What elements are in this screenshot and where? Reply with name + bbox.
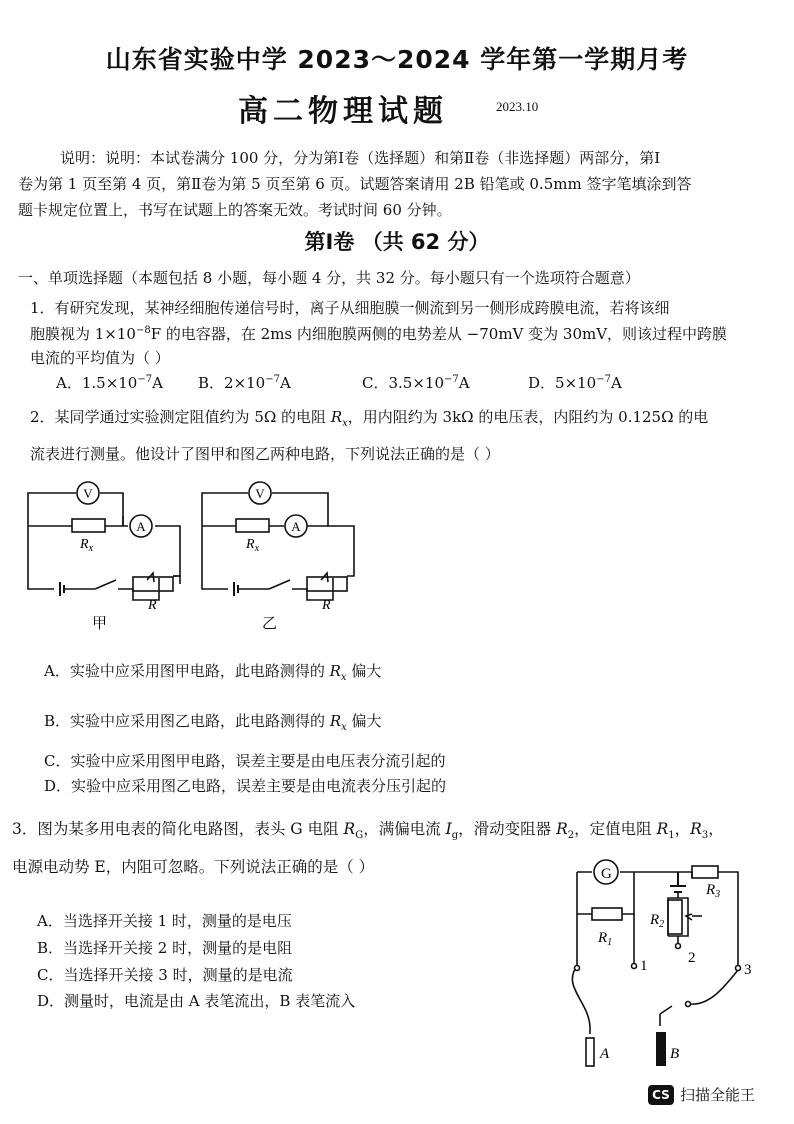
subject-title: 高二物理试题 (238, 94, 448, 129)
option-text: 测量时，电流是由 A 表笔流出，B 表笔流入 (64, 992, 356, 1010)
terminal-3 (736, 966, 741, 971)
option-unit: A (279, 374, 291, 392)
terminal-b (686, 1002, 691, 1007)
r2-rheostat (668, 900, 682, 934)
q3-text: ，满偏电流 (363, 820, 446, 838)
q1-option-d[interactable] (528, 372, 622, 393)
camscanner-logo-text: 扫描全能王 (680, 1086, 756, 1104)
option-label: D． (44, 777, 72, 795)
q2-line-1 (30, 406, 708, 429)
option-exp: −7 (596, 374, 611, 385)
ammeter-label: A (291, 519, 301, 534)
option-text: 当选择开关接 2 时，测量的是电阻 (63, 939, 293, 957)
r2-label: $R_2$ (650, 912, 665, 930)
rheostat-label: R (148, 598, 157, 613)
probe-a-label: A (600, 1046, 610, 1062)
q1-line-2-a: 胞膜视为 1×10 (30, 325, 136, 343)
q1-option-c[interactable] (362, 372, 470, 393)
option-text: 偏大 (346, 712, 382, 730)
option-exp: −7 (137, 374, 153, 385)
option-text: 偏大 (346, 662, 382, 680)
q2-option-d[interactable] (44, 775, 446, 796)
rx-label: $R_x$ (80, 537, 94, 554)
r3-resistor (692, 866, 718, 878)
instructions-line-3: 题卡规定位置上，书写在试题上的答案无效。考试时间 60 分钟。 (18, 201, 452, 219)
camscanner-logo-icon: CS (648, 1085, 674, 1105)
option-label: A． (37, 912, 63, 930)
option-base: 2×10 (224, 374, 266, 392)
option-unit: A (458, 374, 470, 392)
terminal-3-label: 3 (744, 962, 752, 978)
rx-symbol: R (330, 408, 343, 426)
exam-title: 山东省实验中学 2023～2024 学年第一学期月考 (105, 45, 689, 74)
option-base: 5×10 (555, 374, 597, 392)
instructions-line-1: 说明：说明：本试卷满分 100 分，分为第Ⅰ卷（选择题）和第Ⅱ卷（非选择题）两部分，第Ⅰ (60, 149, 661, 167)
r3-label: $R_3$ (706, 882, 721, 900)
option-exp: −7 (444, 374, 459, 385)
r1-label: $R_1$ (598, 930, 613, 948)
r1-resistor (592, 908, 622, 920)
q1-exponent: −8 (135, 325, 151, 336)
r1-symbol: R (656, 820, 669, 838)
instructions (18, 145, 778, 223)
q3-line-2: 电源电动势 E，内阻可忽略。下列说法正确的是（ ） (12, 858, 375, 876)
probe-b-label: B (670, 1046, 680, 1062)
rx-subscript: x (342, 418, 348, 429)
rheostat-label: R (322, 598, 331, 613)
part-heading: 一、单项选择题（本题包括 8 小题，每小题 4 分，共 32 分。每小题只有一个选项符合题意） (18, 269, 640, 287)
option-text: 实验中应采用图乙电路，误差主要是由电流表分压引起的 (71, 777, 447, 795)
rx-symbol: R (329, 662, 341, 680)
rx-label: $R_x$ (246, 537, 260, 554)
terminal-2-label: 2 (688, 950, 696, 966)
option-label: C． (362, 374, 389, 392)
q1-option-a[interactable] (56, 372, 163, 393)
q3-multimeter-figure (560, 856, 780, 1076)
ammeter-label: A (136, 519, 146, 534)
section-title: 第Ⅰ卷 （共 62 分） (304, 230, 490, 254)
q2-line-2: 流表进行测量。他设计了图甲和图乙两种电路，下列说法正确的是（ ） (30, 445, 500, 463)
option-base: 3.5×10 (388, 374, 444, 392)
ig-symbol: I (445, 820, 452, 838)
q3-option-d[interactable] (37, 990, 355, 1011)
option-base: 1.5×10 (81, 374, 138, 392)
caption-yi: 乙 (262, 616, 278, 632)
q2-option-b[interactable] (44, 710, 382, 733)
terminal-1 (632, 964, 637, 969)
instructions-line-2: 卷为第 1 页至第 4 页，第Ⅱ卷为第 5 页至第 6 页。试题答案请用 2B 铅笔或 0.5mm 签字笔填涂到答 (18, 175, 692, 193)
voltmeter-label: V (255, 486, 265, 501)
option-unit: A (152, 374, 163, 392)
option-label: B． (198, 374, 225, 392)
q2-option-c[interactable] (44, 750, 446, 771)
r1-subscript: 1 (668, 830, 675, 842)
q1-line-2-b: F 的电容器，在 2ms 内细胞膜两侧的电势差从 −70mV 变为 30mV，则该过程中跨膜 (150, 325, 728, 343)
terminal-1-label: 1 (640, 958, 648, 974)
q3-option-c[interactable] (37, 964, 293, 985)
option-label: B． (44, 712, 71, 730)
option-unit: A (610, 374, 622, 392)
option-text: 实验中应采用图甲电路，此电路测得的 (69, 662, 330, 680)
terminal-common (575, 966, 580, 971)
q1-line-2 (30, 323, 727, 344)
q1-option-b[interactable] (198, 372, 291, 393)
q1-line-1: 1．有研究发现，某神经细胞传递信号时，离子从细胞膜一侧流到另一侧形成跨膜电流，若将该细 (30, 299, 670, 317)
q3-option-b[interactable] (37, 937, 292, 958)
option-label: A． (56, 374, 82, 392)
rx-subscript: x (341, 722, 347, 733)
rx-subscript: x (340, 672, 347, 683)
circuit-yi (202, 493, 354, 600)
probe-b[interactable] (656, 1032, 666, 1066)
option-text: 实验中应采用图甲电路，误差主要是由电压表分流引起的 (70, 752, 446, 770)
circuit-jia (28, 493, 180, 600)
q3-text: ， (674, 820, 691, 838)
rg-subscript: G (355, 830, 364, 842)
option-label: D． (37, 992, 65, 1010)
probe-a[interactable] (586, 1038, 594, 1066)
rg-symbol: R (343, 820, 356, 838)
option-label: B． (37, 939, 64, 957)
q3-text: ，滑动变阻器 (458, 820, 557, 838)
ig-subscript: g (451, 830, 459, 842)
option-label: C． (37, 966, 64, 984)
terminal-2 (676, 944, 681, 949)
option-text: 实验中应采用图乙电路，此电路测得的 (70, 712, 330, 730)
q2-line-1-b: ，用内阻约为 3kΩ 的电压表，内阻约为 0.125Ω 的电 (347, 408, 709, 426)
voltmeter-label: V (83, 486, 93, 501)
r2-subscript: 2 (567, 830, 575, 842)
q3-text: ， (708, 820, 724, 838)
r2-symbol: R (556, 820, 568, 838)
exam-date: 2023.10 (496, 99, 539, 114)
option-text: 当选择开关接 3 时，测量的是电流 (63, 966, 293, 984)
r3-subscript: 3 (701, 830, 709, 842)
option-exp: −7 (265, 374, 280, 385)
q2-circuit-figure (20, 476, 360, 636)
q3-line-1 (12, 817, 724, 841)
q3-text: ，定值电阻 (574, 820, 657, 838)
q2-line-1-a: 2．某同学通过实验测定阻值约为 5Ω 的电阻 (30, 408, 331, 426)
q3-option-a[interactable] (37, 910, 292, 931)
scanner-watermark (648, 1084, 755, 1105)
q3-text: 3．图为某多用电表的简化电路图，表头 G 电阻 (12, 820, 344, 838)
r3-symbol: R (690, 820, 702, 838)
option-label: C． (44, 752, 71, 770)
option-label: A． (44, 662, 70, 680)
option-text: 当选择开关接 1 时，测量的是电压 (62, 912, 292, 930)
q1-line-3: 电流的平均值为（ ） (30, 349, 170, 367)
q2-option-a[interactable] (44, 660, 381, 683)
option-label: D． (528, 374, 556, 392)
rx-symbol: R (329, 712, 342, 730)
galvanometer-label: G (601, 866, 612, 882)
caption-jia: 甲 (92, 616, 108, 632)
